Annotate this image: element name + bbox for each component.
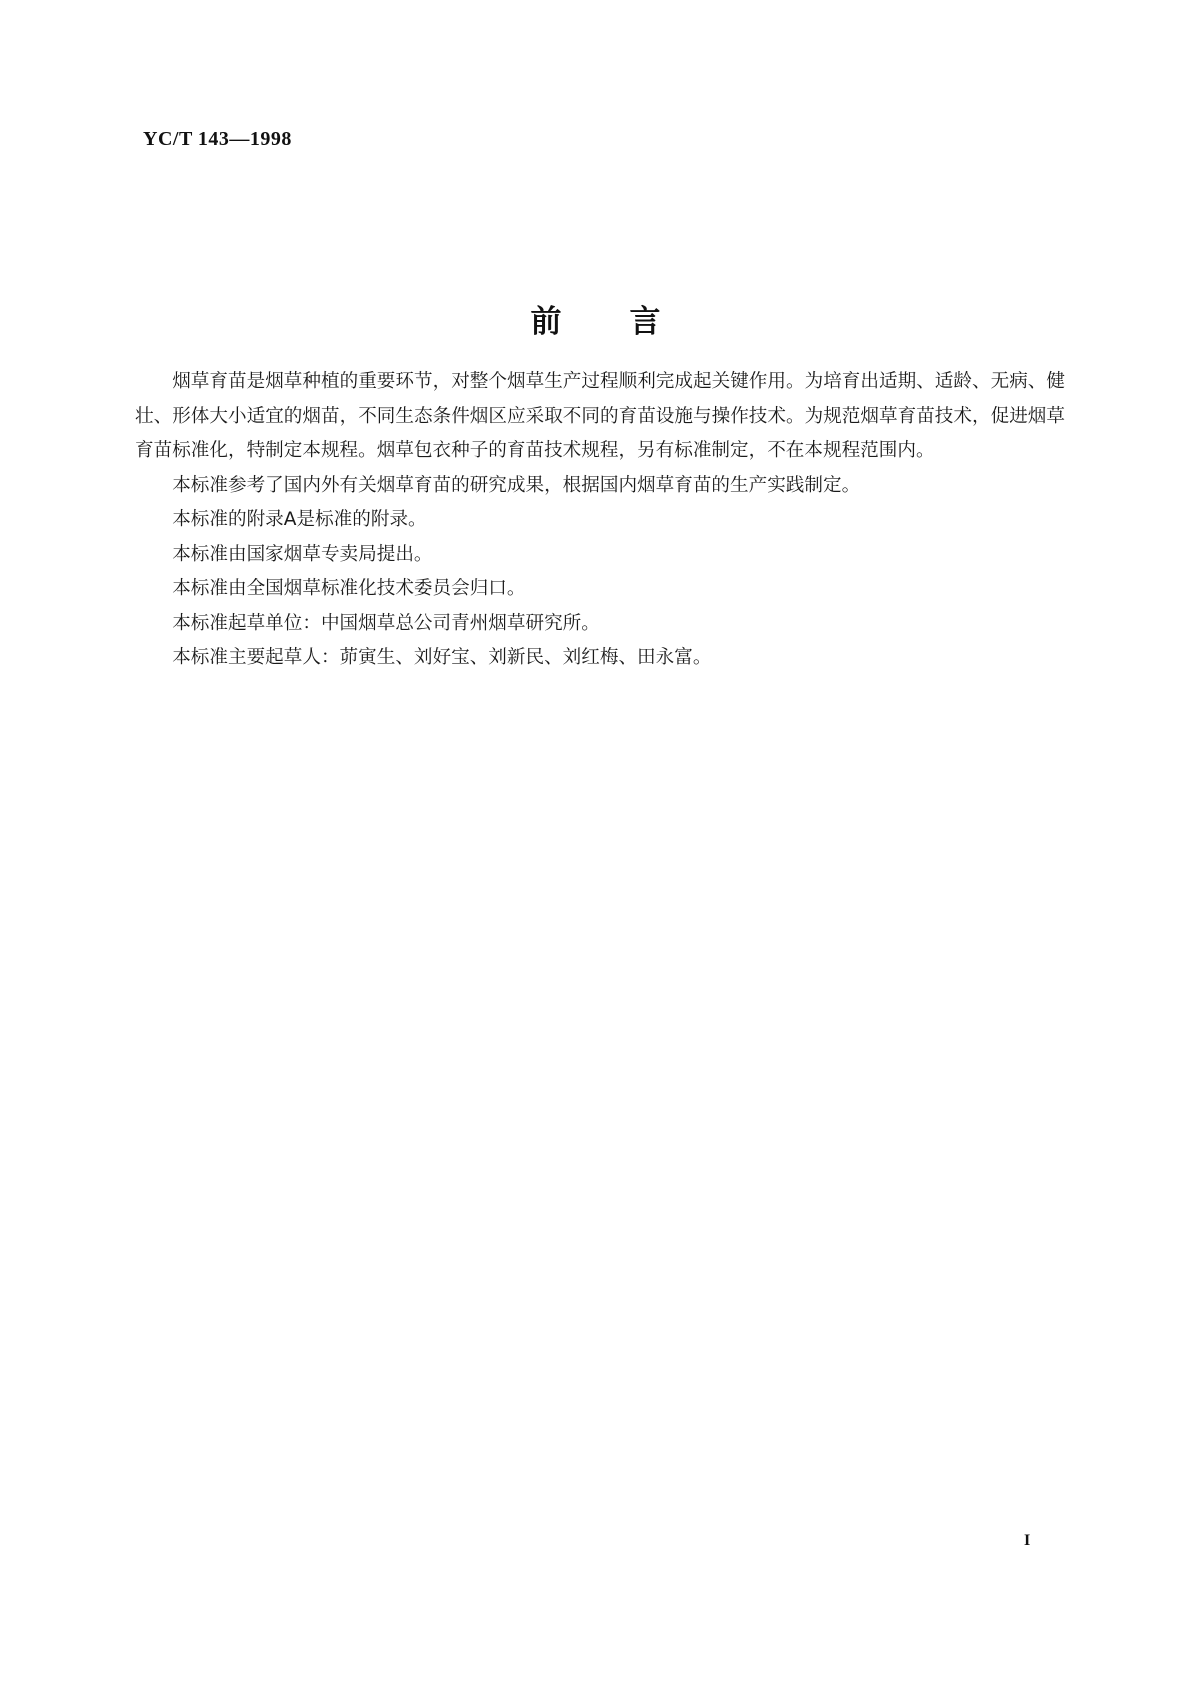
preface-paragraph-intro: 烟草育苗是烟草种植的重要环节，对整个烟草生产过程顺利完成起关键作用。为培育出适期、适龄、无病、健壮、形体大小适宜的烟苗，不同生态条件烟区应采取不同的育苗设施与操作技术。为规范烟草育苗技术，促进烟草育苗标准化，特制定本规程。烟草包衣种子的育苗技术规程，另有标准制定，不在本规程范围内。 bbox=[135, 371, 1065, 461]
preface-paragraph-drafting-unit: 本标准起草单位：中国烟草总公司青州烟草研究所。 bbox=[172, 612, 600, 634]
preface-title: 前言 bbox=[530, 304, 729, 340]
standard-code: YC/T 143—1998 bbox=[143, 128, 292, 150]
preface-paragraph-appendix: 本标准的附录A是标准的附录。 bbox=[172, 509, 427, 530]
preface-body bbox=[135, 365, 1065, 676]
page-number: I bbox=[1024, 1532, 1031, 1549]
preface-paragraph-reference: 本标准参考了国内外有关烟草育苗的研究成果，根据国内烟草育苗的生产实践制定。 bbox=[172, 474, 861, 496]
preface-paragraph-committee: 本标准由全国烟草标准化技术委员会归口。 bbox=[172, 578, 526, 599]
preface-paragraph-drafters: 本标准主要起草人：茆寅生、刘好宝、刘新民、刘红梅、田永富。 bbox=[172, 647, 712, 668]
preface-paragraph-proposer: 本标准由国家烟草专卖局提出。 bbox=[172, 543, 433, 565]
